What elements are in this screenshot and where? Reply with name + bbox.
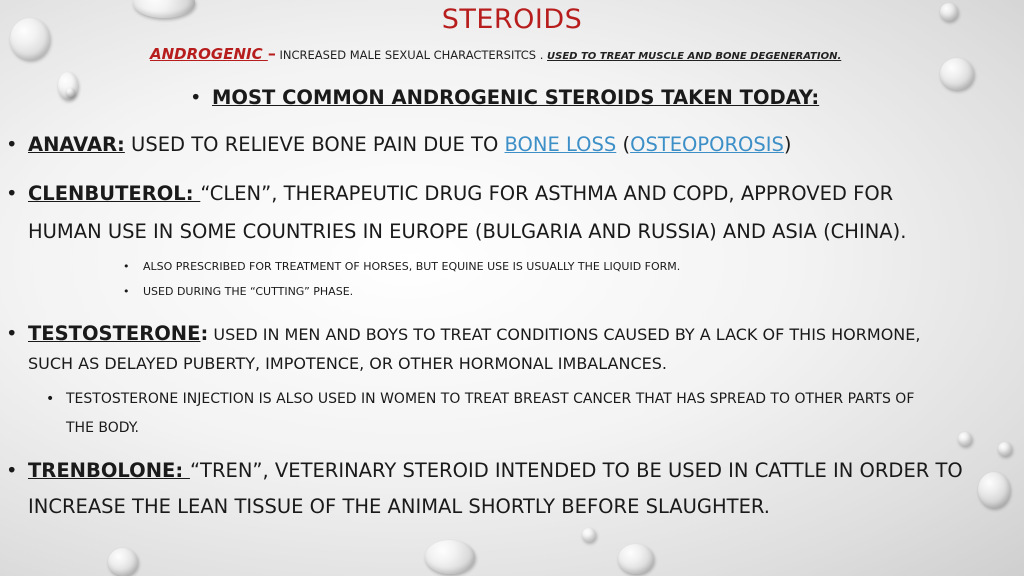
water-droplet [998, 442, 1012, 456]
list-item-trenbolone [28, 459, 963, 482]
testosterone-colon: : [200, 322, 209, 345]
paren-close: ) [783, 133, 792, 156]
sub-bullet: • [46, 391, 55, 407]
clenbuterol-sub-1: ALSO PRESCRIBED FOR TREATMENT OF HORSES, BUT EQUINE USE IS USUALLY THE LIQUID FORM. [143, 260, 681, 273]
sub-bullet: • [123, 285, 130, 298]
bone-loss-link[interactable]: BONE LOSS [504, 133, 617, 156]
list-item-clenbuterol [28, 182, 893, 205]
clenbuterol-sub-2: USED DURING THE “CUTTING” PHASE. [143, 285, 354, 298]
bullet: • [190, 86, 202, 109]
osteoporosis-link[interactable]: OSTEOPOROSIS [630, 133, 784, 156]
bullet: • [6, 459, 18, 482]
sub-bullet: • [123, 260, 130, 273]
trenbolone-line2: INCREASE THE LEAN TISSUE OF THE ANIMAL SHORTLY BEFORE SLAUGHTER. [28, 495, 770, 518]
water-droplet [425, 540, 475, 574]
water-droplet [978, 472, 1010, 508]
testosterone-sub-1-line1: TESTOSTERONE INJECTION IS ALSO USED IN WOMEN TO TREAT BREAST CANCER THAT HAS SPREAD TO OTHER PARTS OF [66, 391, 915, 407]
testosterone-line1: USED IN MEN AND BOYS TO TREAT CONDITIONS CAUSED BY A LACK OF THIS HORMONE, [208, 325, 921, 344]
water-droplet [582, 528, 596, 542]
list-item-testosterone [28, 322, 920, 345]
slide-title: STEROIDS [441, 4, 583, 35]
paren-open: ( [616, 133, 631, 156]
clenbuterol-line2: HUMAN USE IN SOME COUNTRIES IN EUROPE (BULGARIA AND RUSSIA) AND ASIA (CHINA). [28, 220, 907, 243]
list-item-anavar [28, 133, 792, 156]
subtitle-emphasis: USED TO TREAT MUSCLE AND BONE DEGENERATION. [547, 51, 842, 62]
water-droplet [958, 432, 972, 446]
clenbuterol-term: CLENBUTEROL: [28, 182, 201, 205]
bullet: • [6, 182, 18, 205]
water-droplet [618, 544, 654, 574]
water-droplet [66, 88, 75, 97]
trenbolone-term: TRENBOLONE: [28, 459, 190, 482]
anavar-term: ANAVAR: [28, 133, 125, 156]
list-heading: MOST COMMON ANDROGENIC STEROIDS TAKEN TODAY: [212, 86, 820, 109]
testosterone-term: TESTOSTERONE [28, 322, 201, 345]
testosterone-line2: SUCH AS DELAYED PUBERTY, IMPOTENCE, OR OTHER HORMONAL IMBALANCES. [28, 354, 667, 373]
slide-subtitle [150, 44, 1010, 63]
subtitle-dash: – [267, 44, 276, 63]
clenbuterol-line1: “CLEN”, THERAPEUTIC DRUG FOR ASTHMA AND COPD, APPROVED FOR [200, 182, 894, 205]
subtitle-term: ANDROGENIC [150, 45, 268, 63]
testosterone-sub-1-line2: THE BODY. [66, 420, 139, 436]
bullet: • [6, 133, 18, 156]
anavar-text: USED TO RELIEVE BONE PAIN DUE TO [124, 133, 505, 156]
bullet: • [6, 322, 18, 345]
trenbolone-line1: “TREN”, VETERINARY STEROID INTENDED TO BE USED IN CATTLE IN ORDER TO [189, 459, 963, 482]
subtitle-description: INCREASED MALE SEXUAL CHARACTERSITCS . [275, 48, 548, 62]
water-droplet [108, 548, 138, 576]
